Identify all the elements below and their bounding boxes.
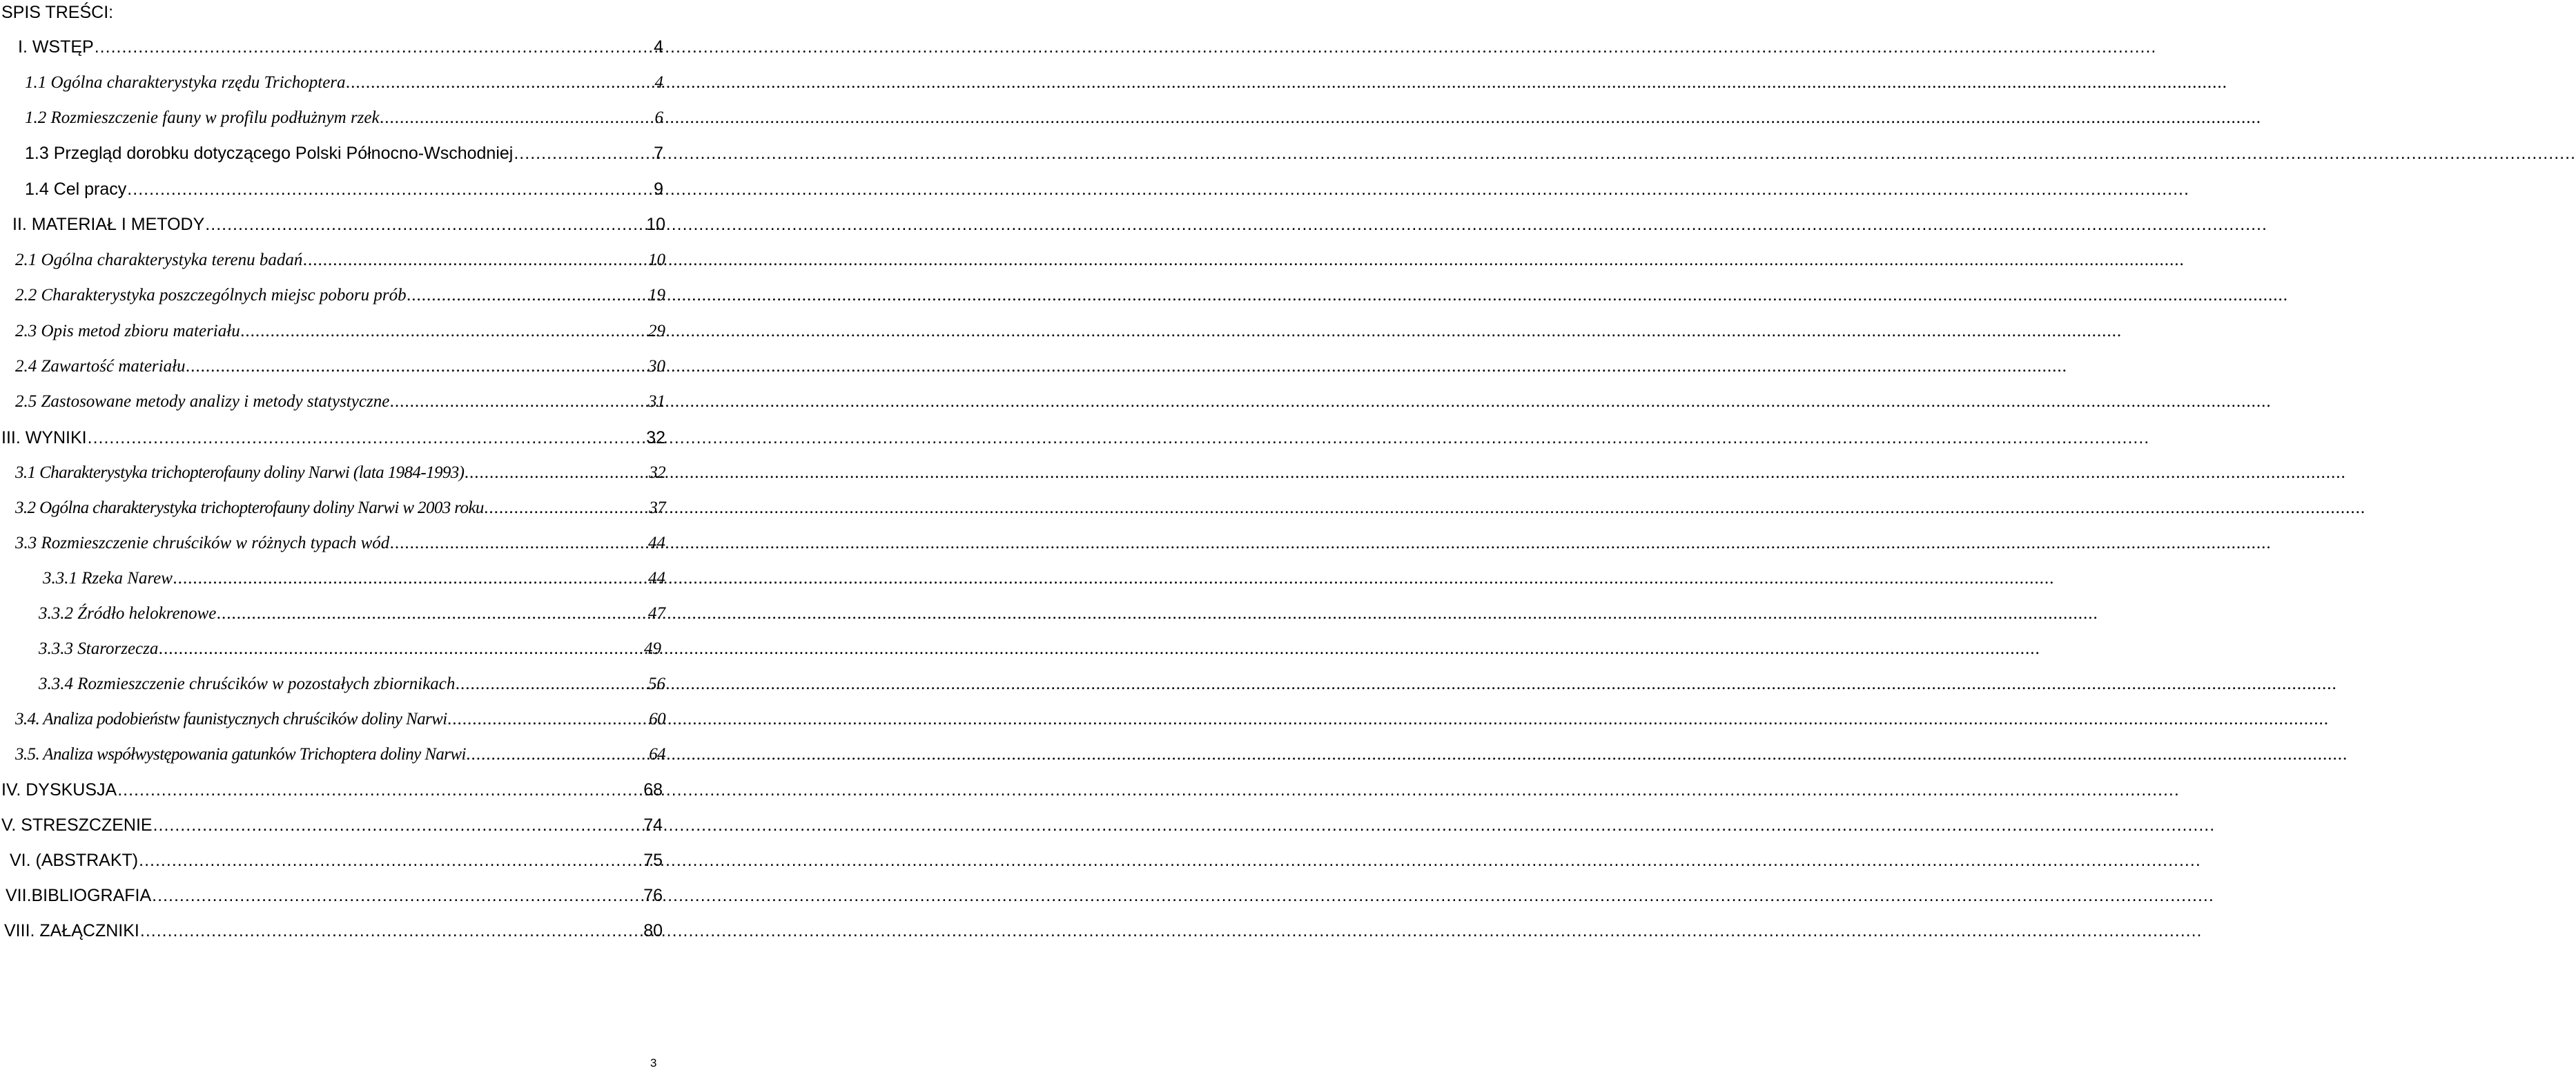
toc-entry[interactable] <box>25 106 663 130</box>
toc-entry-page: 31 <box>648 392 665 411</box>
toc-entry[interactable] <box>15 354 665 379</box>
dot-leader <box>303 248 647 273</box>
toc-entry-label: 1.3 Przegląd dorobku dotyczącego Polski Północno-Wschodniej <box>25 144 514 163</box>
toc-entry[interactable] <box>1 813 663 838</box>
dot-leader <box>117 777 643 802</box>
toc-entry-label: 3.3.4 Rozmieszczenie chruścików w pozostałych zbiornikach <box>39 675 456 693</box>
dot-leader <box>448 707 649 732</box>
dot-leader <box>347 70 654 95</box>
toc-entry[interactable] <box>1 425 665 450</box>
toc-entry-label: 3.3.3 Starorzecza <box>39 639 159 658</box>
dot-leader <box>467 742 648 767</box>
toc-entry-page: 75 <box>643 851 663 870</box>
toc-entry-label: 2.5 Zastosowane metody analizy i metody statystyczne <box>15 392 390 411</box>
toc-entry-page: 29 <box>648 322 665 340</box>
dot-leader <box>514 141 653 166</box>
toc-entry-page: 64 <box>649 745 665 764</box>
toc-entry[interactable] <box>39 601 665 626</box>
toc-entry-page: 19 <box>648 286 665 304</box>
dot-leader <box>407 283 647 308</box>
toc-entry[interactable] <box>25 177 663 202</box>
toc-entry-page: 56 <box>648 675 665 693</box>
toc-entry-label: V. STRESZCZENIE <box>1 815 153 835</box>
toc-entry-label: 2.4 Zawartość materiału <box>15 357 186 376</box>
toc-entry-label: 2.1 Ogólna charakterystyka terenu badań <box>15 251 303 269</box>
dot-leader <box>241 319 647 344</box>
toc-entry[interactable] <box>15 707 665 732</box>
toc-entry-page: 10 <box>648 251 665 269</box>
toc-entry[interactable] <box>15 319 665 344</box>
toc-entry[interactable] <box>25 141 663 166</box>
toc-entry-page: 32 <box>646 428 665 447</box>
toc-entry-page: 32 <box>649 463 665 482</box>
dot-leader <box>456 672 647 697</box>
toc-entry-page: 49 <box>644 639 661 658</box>
toc-entry[interactable] <box>25 70 663 95</box>
toc-entry[interactable] <box>39 637 661 661</box>
toc-entry-label: III. WYNIKI <box>1 428 87 447</box>
toc-entry[interactable] <box>15 496 665 521</box>
toc-entry-page: 47 <box>648 604 665 623</box>
toc-entry-page: 4 <box>654 37 663 57</box>
toc-entry[interactable] <box>43 566 665 591</box>
toc-entry[interactable] <box>18 35 663 59</box>
toc-entry-page: 60 <box>649 710 665 728</box>
toc-entry[interactable] <box>15 283 665 308</box>
dot-leader <box>95 35 653 59</box>
toc-entry[interactable] <box>10 848 663 873</box>
dot-leader <box>153 813 643 838</box>
toc-entry[interactable] <box>15 248 665 273</box>
toc-entry-label: VIII. ZAŁĄCZNIKI <box>4 921 139 940</box>
toc-entry-label: 3.1 Charakterystyka trichopterofauny doliny Narwi (lata 1984-1993) <box>15 463 465 482</box>
toc-entry[interactable] <box>12 212 665 237</box>
dot-leader <box>217 601 647 626</box>
toc-entry-page: 9 <box>654 180 663 199</box>
toc-entry-label: I. WSTĘP <box>18 37 94 57</box>
toc-entry-page: 37 <box>649 499 665 517</box>
toc-entry[interactable] <box>15 461 665 485</box>
dot-leader <box>485 496 648 521</box>
toc-entry[interactable] <box>6 883 663 908</box>
toc-entry-page: 7 <box>654 144 663 163</box>
toc-entry-label: 2.2 Charakterystyka poszczególnych miejsc poboru prób <box>15 286 407 304</box>
toc-entry-label: IV. DYSKUSJA <box>1 780 117 800</box>
page-number: 3 <box>650 1056 657 1070</box>
toc-entry-page: 76 <box>643 886 663 905</box>
toc-entry-label: 3.4. Analiza podobieństw faunistycznych chruścików doliny Narwi <box>15 710 447 728</box>
toc-entry-label: 1.4 Cel pracy <box>25 180 127 199</box>
dot-leader <box>465 461 648 485</box>
dot-leader <box>390 389 647 414</box>
toc-entry-page: 4 <box>654 73 663 92</box>
toc-entry-page: 68 <box>643 780 663 800</box>
toc-entry-page: 44 <box>648 534 665 552</box>
toc-entry-label: VI. (ABSTRAKT) <box>10 851 139 870</box>
dot-leader <box>139 848 643 873</box>
dot-leader <box>140 918 643 943</box>
dot-leader <box>127 177 653 202</box>
toc-entry-label: 3.2 Ogólna charakterystyka trichopterofauny doliny Narwi w 2003 roku <box>15 499 484 517</box>
toc-entry[interactable] <box>15 531 665 556</box>
toc-entry-label: 1.1 Ogólna charakterystyka rzędu Trichoptera <box>25 73 346 92</box>
toc-entry[interactable] <box>39 672 665 697</box>
table-of-contents <box>0 0 663 1073</box>
toc-entry-page: 10 <box>646 215 665 234</box>
toc-entry-page: 74 <box>643 815 663 835</box>
toc-entry-label: 3.5. Analiza współwystępowania gatunków Trichoptera doliny Narwi <box>15 745 466 764</box>
toc-entry[interactable] <box>15 742 665 767</box>
dot-leader <box>205 212 645 237</box>
toc-entry-label: 3.3 Rozmieszczenie chruścików w różnych typach wód <box>15 534 390 552</box>
toc-entry-label: 1.2 Rozmieszczenie fauny w profilu podłużnym rzek <box>25 108 380 127</box>
toc-entry[interactable] <box>4 918 663 943</box>
toc-entry-page: 44 <box>648 569 665 588</box>
dot-leader <box>390 531 647 556</box>
toc-entry-label: 3.3.2 Źródło helokrenowe <box>39 604 217 623</box>
toc-entry[interactable] <box>1 777 663 802</box>
dot-leader <box>380 106 654 130</box>
dot-leader <box>186 354 647 379</box>
dot-leader <box>88 425 646 450</box>
toc-entry-label: 3.3.1 Rzeka Narew <box>43 569 173 588</box>
dot-leader <box>159 637 643 661</box>
toc-entry[interactable] <box>15 389 665 414</box>
toc-entry-page: 80 <box>643 921 663 940</box>
dot-leader <box>173 566 647 591</box>
toc-entry-label: VII.BIBLIOGRAFIA <box>6 886 152 905</box>
toc-entry-label: 2.3 Opis metod zbioru materiału <box>15 322 240 340</box>
toc-heading: SPIS TREŚCI: <box>1 3 114 22</box>
toc-entry-page: 6 <box>654 108 663 127</box>
dot-leader <box>152 883 643 908</box>
toc-entry-label: II. MATERIAŁ I METODY <box>12 215 205 234</box>
toc-entry-page: 30 <box>648 357 665 376</box>
